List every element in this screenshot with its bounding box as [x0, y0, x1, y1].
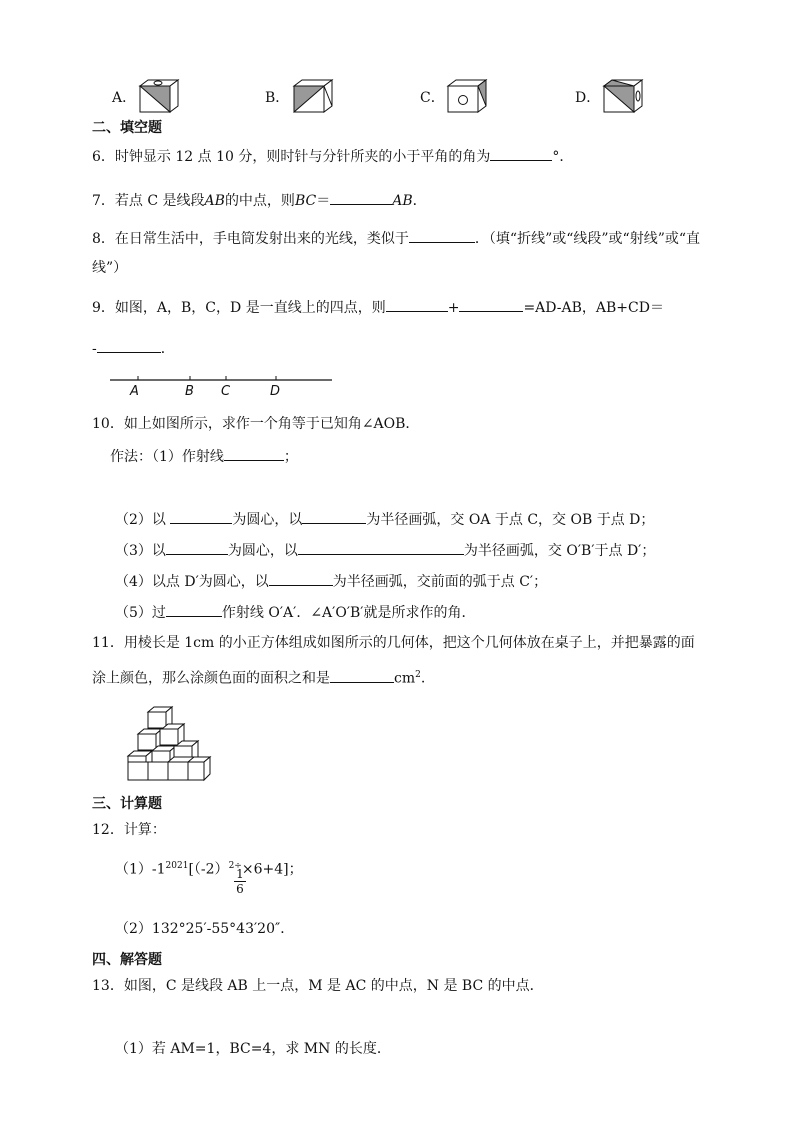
step-4-text-a: （4）以点 D′为圆心，以 — [115, 574, 269, 590]
unit-exponent: 2 — [415, 670, 421, 680]
question-7-text-mid: 的中点，则 — [224, 193, 295, 209]
expr-exponent: 2021 — [165, 861, 189, 871]
step-2-text-c: 为半径画弧，交 OA 于点 C，交 OB 于点 D； — [366, 512, 655, 528]
question-10-step-3 — [115, 540, 655, 561]
question-11-text: 涂上颜色，那么涂颜色面的面积之和是 — [92, 670, 330, 687]
question-9-text: 9．如图，A，B，C，D 是一直线上的四点，则 — [92, 300, 386, 316]
question-8-line-1 — [92, 228, 700, 249]
step-2-text-b: 为圆心，以 — [232, 512, 303, 528]
option-c-label: C． — [420, 90, 445, 106]
section-heading-solution: 四、解答题 — [92, 952, 162, 968]
fraction — [234, 867, 246, 896]
cube-circle-side-icon — [602, 78, 646, 114]
segment-bc: BC — [294, 193, 317, 209]
question-7 — [92, 190, 427, 211]
question-9-line-1 — [92, 297, 664, 318]
step-1-text: 作法：（1）作射线 — [110, 449, 224, 465]
answer-blank[interactable] — [330, 190, 392, 205]
step-3-text-a: （3）以 — [115, 543, 166, 559]
question-6 — [92, 146, 573, 167]
question-9-line-2 — [92, 338, 175, 359]
question-8-hint: ．（填“折线”或“线段”或“射线”或“直 — [474, 231, 701, 247]
section-heading-fill-in: 二、填空题 — [92, 120, 162, 136]
question-11-line-2 — [92, 665, 425, 689]
question-6-tail: °． — [552, 149, 574, 165]
step-5-text-a: （5）过 — [115, 605, 166, 621]
question-8-text: 8．在日常生活中，手电筒发射出来的光线，类似于 — [92, 231, 409, 247]
step-1-end: ； — [283, 449, 298, 465]
answer-blank[interactable] — [330, 668, 394, 683]
stacked-cubes-figure — [126, 706, 216, 782]
section-heading-calculation: 三、计算题 — [92, 796, 162, 812]
cube-circle-top-icon — [138, 78, 182, 114]
step-4-text-b: 为半径画弧，交前面的弧于点 C′； — [332, 574, 548, 590]
question-12-part-2: （2）132°25′-55°43′20″． — [115, 921, 295, 937]
question-10-title: 10．如上如图所示，求作一个角等于已知角∠AOB． — [92, 416, 420, 432]
expr-tail: ×6+4]； — [241, 861, 303, 878]
cube-circle-front-icon — [446, 78, 490, 114]
question-10-step-5 — [115, 602, 475, 623]
question-10-step-4 — [115, 571, 547, 592]
answer-blank[interactable] — [166, 540, 228, 555]
segment-ab: AB — [204, 193, 225, 209]
answer-blank[interactable] — [170, 509, 232, 524]
cube-half-shaded-front-icon — [292, 78, 336, 114]
point-b-label: B — [185, 384, 194, 399]
question-12-title: 12．计算： — [92, 822, 166, 838]
option-d-label: D． — [575, 90, 601, 106]
question-7-end: ． — [412, 193, 427, 209]
answer-blank[interactable] — [166, 602, 222, 617]
answer-blank[interactable] — [269, 571, 333, 586]
question-11-line-1: 11．用棱长是 1cm 的小正方体组成如图所示的几何体，把这个几何体放在桌子上，并把暴露的面 — [92, 635, 695, 651]
answer-blank[interactable] — [409, 228, 475, 243]
point-c-label: C — [221, 384, 231, 399]
expr-bracket: [（-2） — [188, 861, 229, 878]
step-3-text-b: 为圆心，以 — [227, 543, 298, 559]
question-10-step-2 — [115, 509, 654, 530]
question-12-part-1 — [115, 856, 303, 880]
plus-sign: + — [447, 300, 460, 316]
answer-blank[interactable] — [302, 509, 366, 524]
question-9-end: ． — [160, 341, 175, 357]
answer-blank[interactable] — [386, 297, 448, 312]
expr-exponent-2: 2÷ — [228, 861, 242, 871]
question-6-text: 6．时钟显示 12 点 10 分，则时针与分针所夹的小于平角的角为 — [92, 149, 491, 165]
answer-blank[interactable] — [490, 146, 552, 161]
point-a-label: A — [130, 384, 139, 399]
fraction-denominator: 6 — [236, 882, 244, 896]
step-5-text-b: 作射线 O′A′．∠A′O′B′就是所求作的角． — [221, 605, 476, 621]
point-d-label: D — [270, 384, 281, 399]
unit-cm: cm — [394, 670, 416, 687]
question-13-part-1: （1）若 AM=1，BC=4，求 MN 的长度． — [115, 1041, 391, 1057]
option-b-label: B． — [265, 90, 290, 106]
step-2-text-a: （2）以 — [115, 512, 166, 528]
step-3-text-c: 为半径画弧，交 O′B′于点 D′； — [463, 543, 656, 559]
question-9-text-rest: =AD-AB，AB+CD＝ — [523, 300, 664, 316]
answer-blank[interactable] — [298, 540, 464, 555]
minus-prefix: - — [92, 341, 97, 357]
option-a-label: A． — [112, 90, 137, 106]
question-7-text: 7．若点 C 是线段 — [92, 193, 205, 209]
question-10-step-1 — [110, 446, 298, 467]
equals-sign: ＝ — [316, 193, 331, 209]
question-8-line-2: 线”） — [92, 260, 128, 276]
segment-ab: AB — [392, 193, 413, 209]
answer-blank[interactable] — [97, 338, 161, 353]
expr-base: （1）-1 — [115, 861, 166, 878]
fraction-numerator: 1 — [234, 867, 246, 882]
answer-blank[interactable] — [459, 297, 523, 312]
question-11-end: . — [420, 670, 426, 687]
answer-blank[interactable] — [224, 446, 284, 461]
question-13-title: 13．如图，C 是线段 AB 上一点，M 是 AC 的中点，N 是 BC 的中点． — [92, 978, 544, 994]
